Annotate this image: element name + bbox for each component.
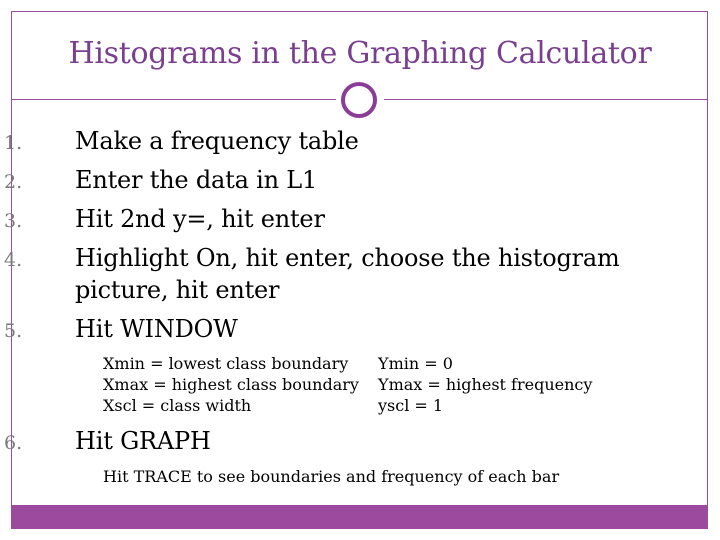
step-number: 2. [4, 171, 23, 193]
window-setting: Ymin = 0 [378, 354, 453, 373]
window-settings-left [103, 353, 359, 416]
step-number: 6. [4, 432, 23, 454]
step-number: 1. [4, 132, 23, 154]
window-setting: Ymax = highest frequency [378, 375, 593, 394]
graph-note: Hit TRACE to see boundaries and frequency of each bar [103, 467, 560, 486]
step-text: Enter the data in L1 [75, 166, 318, 194]
window-setting: Xscl = class width [103, 396, 252, 415]
window-settings-right [378, 353, 592, 416]
step-text-continuation: picture, hit enter [75, 276, 280, 304]
step-text: Hit GRAPH [75, 427, 211, 455]
step-number: 4. [4, 249, 23, 271]
step-text: Hit 2nd y=, hit enter [75, 205, 325, 233]
step-text: Hit WINDOW [75, 315, 238, 343]
window-setting: Xmin = lowest class boundary [103, 354, 349, 373]
step-number: 3. [4, 210, 23, 232]
step-text: Highlight On, hit enter, choose the histogram [75, 244, 620, 272]
divider-ring-ornament [341, 82, 377, 118]
window-setting: Xmax = highest class boundary [103, 375, 359, 394]
title-divider-left [11, 99, 336, 100]
slide-title: Histograms in the Graphing Calculator [68, 36, 652, 71]
footer-band [11, 505, 708, 529]
step-number: 5. [4, 320, 23, 342]
step-text: Make a frequency table [75, 127, 359, 155]
title-divider-right [384, 99, 708, 100]
window-setting: yscl = 1 [378, 396, 444, 415]
